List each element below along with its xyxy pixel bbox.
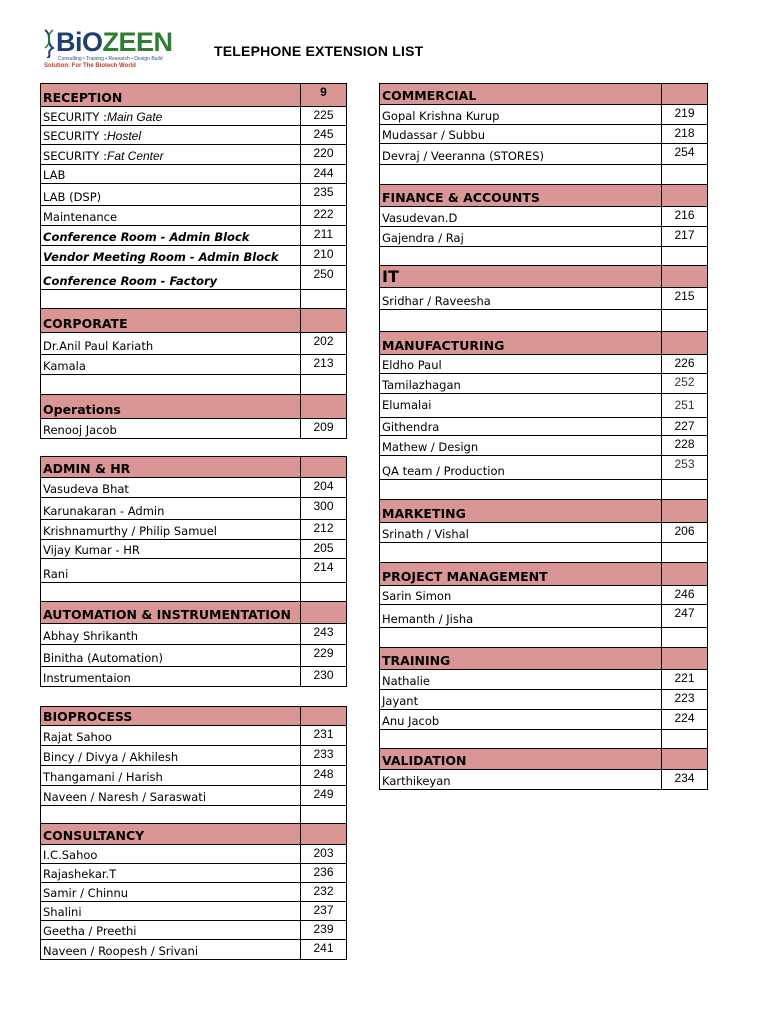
row-name: Naveen / Naresh / Saraswati [41, 786, 301, 805]
row-name: Eldho Paul [380, 355, 662, 373]
row-name: Abhay Shrikanth [41, 624, 301, 644]
table-row [40, 624, 347, 645]
row-ext: 209 [313, 420, 334, 434]
table-row-blank [379, 628, 708, 648]
row-ext: 249 [313, 787, 334, 801]
row-ext: 206 [674, 524, 695, 538]
table-row [40, 520, 347, 540]
row-ext: 241 [313, 941, 334, 955]
section-title: MANUFACTURING [380, 332, 662, 354]
section-title: CORPORATE [41, 309, 301, 332]
left-column-bottom [40, 706, 347, 960]
row-ext: 211 [313, 227, 334, 241]
row-ext: 202 [313, 334, 334, 348]
row-name: Srinath / Vishal [380, 523, 662, 542]
table-row [379, 523, 708, 543]
table-row-blank [40, 290, 347, 309]
table-row [40, 883, 347, 902]
row-ext: 239 [313, 922, 334, 936]
table-row [40, 226, 347, 246]
row-name: Instrumentaion [41, 667, 301, 686]
table-row [40, 746, 347, 766]
row-name: Mathew / Design [380, 436, 662, 455]
table-row [379, 605, 708, 628]
table-row [40, 419, 347, 439]
row-ext: 213 [313, 356, 334, 370]
row-ext: 205 [313, 541, 334, 555]
table-row [40, 355, 347, 375]
section-title: TRAINING [380, 648, 662, 669]
row-name: Githendra [380, 418, 662, 435]
section-title: MARKETING [380, 500, 662, 522]
row-ext: 246 [674, 587, 695, 601]
table-row [40, 246, 347, 266]
section-title: IT [380, 266, 662, 287]
row-ext: 215 [674, 289, 695, 303]
row-name: Dr.Anil Paul Kariath [41, 333, 301, 354]
table-row [379, 125, 708, 144]
table-row [40, 498, 347, 520]
section-ext: 9 [320, 85, 327, 99]
table-row [40, 206, 347, 226]
row-ext: 218 [674, 126, 695, 140]
row-name: Conference Room - Factory [41, 266, 301, 289]
section-title: BIOPROCESS [41, 707, 301, 725]
table-row [40, 940, 347, 960]
table-row [40, 921, 347, 940]
section-header-it [379, 266, 708, 288]
row-ext: 237 [313, 903, 334, 917]
section-title: PROJECT MANAGEMENT [380, 563, 662, 585]
row-ext: 235 [313, 185, 334, 199]
table-row [379, 207, 708, 227]
row-name: Gajendra / Raj [380, 227, 662, 246]
table-row [40, 786, 347, 806]
row-name: LAB [41, 165, 301, 183]
table-row [379, 586, 708, 605]
table-row [40, 145, 347, 165]
row-ext: 225 [313, 108, 334, 122]
table-row [379, 105, 708, 125]
row-ext: 232 [313, 884, 334, 898]
table-row [379, 418, 708, 436]
row-name: Vendor Meeting Room - Admin Block [41, 246, 301, 265]
row-name: Kamala [41, 355, 301, 374]
table-row [379, 670, 708, 690]
row-name: I.C.Sahoo [41, 845, 301, 863]
table-row [40, 333, 347, 355]
row-prefix: SECURITY : [43, 110, 107, 124]
row-ext: 216 [674, 208, 695, 222]
table-row-blank [379, 247, 708, 266]
table-row-blank [379, 543, 708, 563]
logo-wordmark: BiOZEEN [56, 27, 173, 57]
section-title: COMMERCIAL [380, 84, 662, 104]
section-title: CONSULTANCY [41, 824, 301, 844]
row-name: Fat Center [106, 149, 164, 163]
row-name: Karunakaran - Admin [41, 498, 301, 519]
table-row [379, 456, 708, 480]
row-name: Krishnamurthy / Philip Samuel [41, 520, 301, 539]
section-title: FINANCE & ACCOUNTS [380, 185, 662, 206]
row-ext: 229 [313, 646, 334, 660]
row-ext: 231 [313, 727, 334, 741]
row-ext: 247 [674, 606, 695, 620]
section-header-consultancy [40, 824, 347, 845]
table-row [40, 645, 347, 667]
table-row-blank [379, 165, 708, 185]
section-header-automation [40, 602, 347, 624]
section-header-operations [40, 395, 347, 419]
table-row-blank [379, 310, 708, 332]
document-title: TELEPHONE EXTENSION LIST [214, 43, 424, 59]
row-ext: 236 [313, 865, 334, 879]
table-row-blank [379, 480, 708, 500]
table-row [40, 478, 347, 498]
table-row [379, 436, 708, 456]
table-row [379, 355, 708, 374]
table-row [40, 165, 347, 184]
section-title: ADMIN & HR [41, 457, 301, 477]
row-name: Sarin Simon [380, 586, 662, 604]
table-row [379, 144, 708, 165]
row-name: Geetha / Preethi [41, 921, 301, 939]
row-ext: 251 [674, 398, 695, 412]
dna-helix-icon [42, 28, 56, 58]
section-header-project-management [379, 563, 708, 586]
table-row [40, 107, 347, 126]
row-name: QA team / Production [380, 456, 662, 479]
row-name: Anu Jacob [380, 710, 662, 729]
table-row [40, 266, 347, 290]
section-header-finance [379, 185, 708, 207]
table-row-blank [40, 806, 347, 824]
table-row [40, 667, 347, 687]
row-ext: 223 [674, 691, 695, 705]
row-name: Elumalai [380, 394, 662, 417]
row-ext: 219 [674, 106, 695, 120]
row-name: Sridhar / Raveesha [380, 288, 662, 309]
row-name: Tamilazhagan [380, 374, 662, 393]
row-prefix: SECURITY : [43, 129, 107, 143]
section-header-bioprocess [40, 706, 347, 726]
section-title: VALIDATION [380, 749, 662, 769]
row-name: Gopal Krishna Kurup [380, 105, 662, 124]
table-row [40, 540, 347, 559]
logo-slogan: Solution: For The Biotech World [44, 63, 136, 69]
row-ext: 244 [313, 166, 334, 180]
logo-tagline: Consulting • Training • Research • Design Build [58, 56, 163, 62]
table-row [40, 559, 347, 583]
table-row [379, 690, 708, 710]
row-ext: 254 [674, 145, 695, 159]
row-name: Vijay Kumar - HR [41, 540, 301, 558]
row-name: Renooj Jacob [41, 419, 301, 438]
table-row [40, 845, 347, 864]
row-ext: 227 [674, 419, 695, 433]
row-ext: 220 [313, 146, 334, 160]
section-header-reception [40, 83, 347, 107]
section-header-corporate [40, 309, 347, 333]
row-ext: 204 [313, 479, 334, 493]
table-row [379, 770, 708, 790]
biozeen-logo [40, 26, 172, 72]
row-name: Samir / Chinnu [41, 883, 301, 901]
row-name: Rani [41, 559, 301, 582]
row-name: Hemanth / Jisha [380, 605, 662, 627]
row-ext: 243 [313, 625, 334, 639]
row-name: Thangamani / Harish [41, 766, 301, 785]
row-ext: 245 [313, 127, 334, 141]
row-ext: 228 [674, 437, 695, 451]
section-header-admin-hr [40, 456, 347, 478]
row-ext: 217 [674, 228, 695, 242]
row-ext: 253 [674, 457, 695, 471]
section-title: Operations [41, 395, 301, 418]
row-name: Bincy / Divya / Akhilesh [41, 746, 301, 765]
table-row [40, 902, 347, 921]
table-row-blank [40, 375, 347, 395]
table-row [379, 710, 708, 730]
table-row [40, 864, 347, 883]
row-name: Binitha (Automation) [41, 645, 301, 666]
table-row [379, 394, 708, 418]
section-header-manufacturing [379, 332, 708, 355]
left-column [40, 83, 347, 439]
right-column [379, 83, 708, 790]
row-ext: 250 [313, 267, 334, 281]
row-name: Vasudevan.D [380, 207, 662, 226]
row-ext: 234 [674, 771, 695, 785]
row-name: Mudassar / Subbu [380, 125, 662, 143]
left-column-lower [40, 456, 347, 687]
row-name: Karthikeyan [380, 770, 662, 789]
row-ext: 248 [313, 767, 334, 781]
table-row [379, 288, 708, 310]
row-name: Rajat Sahoo [41, 726, 301, 745]
row-name: LAB (DSP) [41, 184, 301, 205]
row-name: Main Gate [106, 110, 163, 124]
row-name: Conference Room - Admin Block [41, 226, 301, 245]
table-row [40, 184, 347, 206]
row-name: Rajashekar.T [41, 864, 301, 882]
row-ext: 222 [313, 207, 334, 221]
section-title: AUTOMATION & INSTRUMENTATION [41, 602, 301, 623]
row-ext: 230 [313, 668, 334, 682]
row-ext: 221 [674, 671, 695, 685]
row-ext: 212 [313, 521, 334, 535]
row-name: Shalini [41, 902, 301, 920]
table-row-blank [379, 730, 708, 749]
table-row [379, 374, 708, 394]
section-header-training [379, 648, 708, 670]
row-name: Maintenance [41, 206, 301, 225]
table-row-blank [40, 583, 347, 602]
row-name: Jayant [380, 690, 662, 709]
row-prefix: SECURITY : [43, 149, 107, 163]
section-header-marketing [379, 500, 708, 523]
section-header-validation [379, 749, 708, 770]
row-name: Nathalie [380, 670, 662, 689]
section-title: RECEPTION [41, 84, 301, 106]
row-ext: 226 [674, 356, 695, 370]
section-header-commercial [379, 83, 708, 105]
row-name: Devraj / Veeranna (STORES) [380, 144, 662, 164]
table-row [40, 766, 347, 786]
row-ext: 300 [313, 499, 334, 513]
row-name: Hostel [106, 129, 141, 143]
row-ext: 224 [674, 711, 695, 725]
row-name: Naveen / Roopesh / Srivani [41, 940, 301, 959]
row-ext: 252 [674, 375, 695, 389]
row-ext: 210 [313, 247, 334, 261]
row-name: Vasudeva Bhat [41, 478, 301, 497]
table-row [40, 726, 347, 746]
table-row [379, 227, 708, 247]
table-row [40, 126, 347, 145]
row-ext: 203 [313, 846, 334, 860]
row-ext: 233 [313, 747, 334, 761]
row-ext: 214 [313, 560, 334, 574]
